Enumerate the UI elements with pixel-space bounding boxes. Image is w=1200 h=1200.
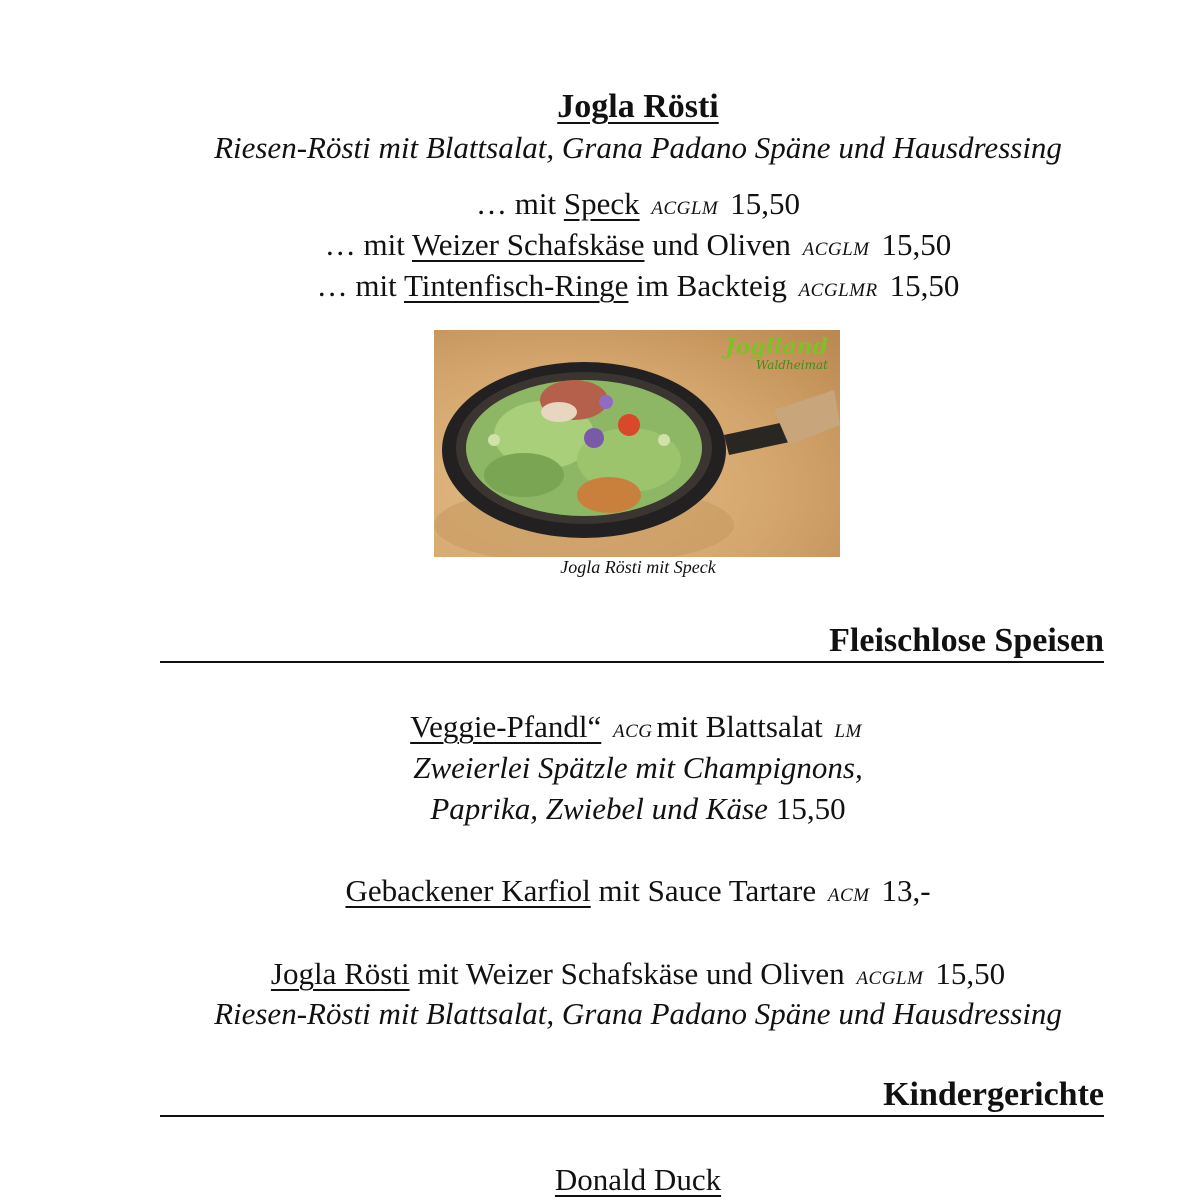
allergen-codes: ACGLM bbox=[856, 968, 924, 989]
section-heading-kinder bbox=[160, 1075, 1104, 1117]
description-text: Paprika, Zwiebel und Käse bbox=[430, 791, 768, 826]
photo-caption: Jogla Rösti mit Speck bbox=[560, 557, 716, 577]
option-name: Speck bbox=[563, 186, 640, 221]
karfiol-item bbox=[345, 873, 930, 909]
veggie-description-1: Zweierlei Spätzle mit Champignons, bbox=[413, 750, 863, 785]
logo-subtitle: Waldheimat bbox=[756, 358, 828, 372]
dish-photo bbox=[434, 330, 840, 557]
allergen-codes: ACGLM bbox=[802, 239, 870, 260]
allergen-codes: ACM bbox=[827, 885, 870, 906]
dish-name: Donald Duck bbox=[554, 1162, 722, 1197]
dish-side: mit Weizer Schafskäse und Oliven bbox=[417, 956, 845, 991]
section-heading-fleischlos bbox=[160, 621, 1104, 663]
logo-title: Joglland bbox=[725, 334, 828, 360]
option-prefix: … mit bbox=[316, 268, 404, 303]
dish-name: Gebackener Karfiol bbox=[345, 873, 591, 908]
price: 15,50 bbox=[935, 956, 1006, 991]
dish-side: mit Sauce Tartare bbox=[598, 873, 817, 908]
dish-description: Riesen-Rösti mit Blattsalat, Grana Padano Späne und Hausdressing bbox=[214, 130, 1062, 165]
option-suffix: und Oliven bbox=[644, 227, 791, 262]
rosti-veg-item bbox=[271, 956, 1005, 992]
price: 15,50 bbox=[881, 227, 952, 262]
price: 15,50 bbox=[730, 186, 801, 221]
dish-side: mit Blattsalat bbox=[656, 709, 823, 744]
veggie-description-2 bbox=[430, 791, 845, 827]
allergen-codes: LM bbox=[834, 721, 862, 742]
veggie-item bbox=[410, 709, 866, 745]
option-speck bbox=[476, 186, 800, 222]
rosti-veg-description: Riesen-Rösti mit Blattsalat, Grana Padano Späne und Hausdressing bbox=[214, 996, 1062, 1031]
allergen-codes: ACG bbox=[613, 721, 653, 742]
option-schafskaese bbox=[325, 227, 952, 263]
dish-name: Veggie-Pfandl“ bbox=[410, 709, 602, 744]
option-name: Tintenfisch-Ringe bbox=[403, 268, 629, 303]
option-suffix: im Backteig bbox=[628, 268, 787, 303]
joglland-logo bbox=[725, 336, 828, 372]
section-title: Fleischlose Speisen bbox=[829, 621, 1104, 663]
dish-title: Jogla Rösti bbox=[557, 88, 719, 125]
section-title: Kindergerichte bbox=[883, 1075, 1104, 1117]
allergen-codes: ACGLMR bbox=[798, 280, 878, 301]
option-prefix: … mit bbox=[475, 186, 564, 221]
allergen-codes: ACGLM bbox=[651, 198, 719, 219]
option-tintenfisch bbox=[317, 268, 960, 304]
kids-item bbox=[555, 1162, 721, 1198]
price: 13,- bbox=[881, 873, 931, 908]
dish-name: Jogla Rösti bbox=[270, 956, 410, 991]
option-name: Weizer Schafskäse bbox=[412, 227, 645, 262]
price: 15,50 bbox=[889, 268, 960, 303]
option-prefix: … mit bbox=[324, 227, 413, 262]
price: 15,50 bbox=[775, 791, 846, 826]
